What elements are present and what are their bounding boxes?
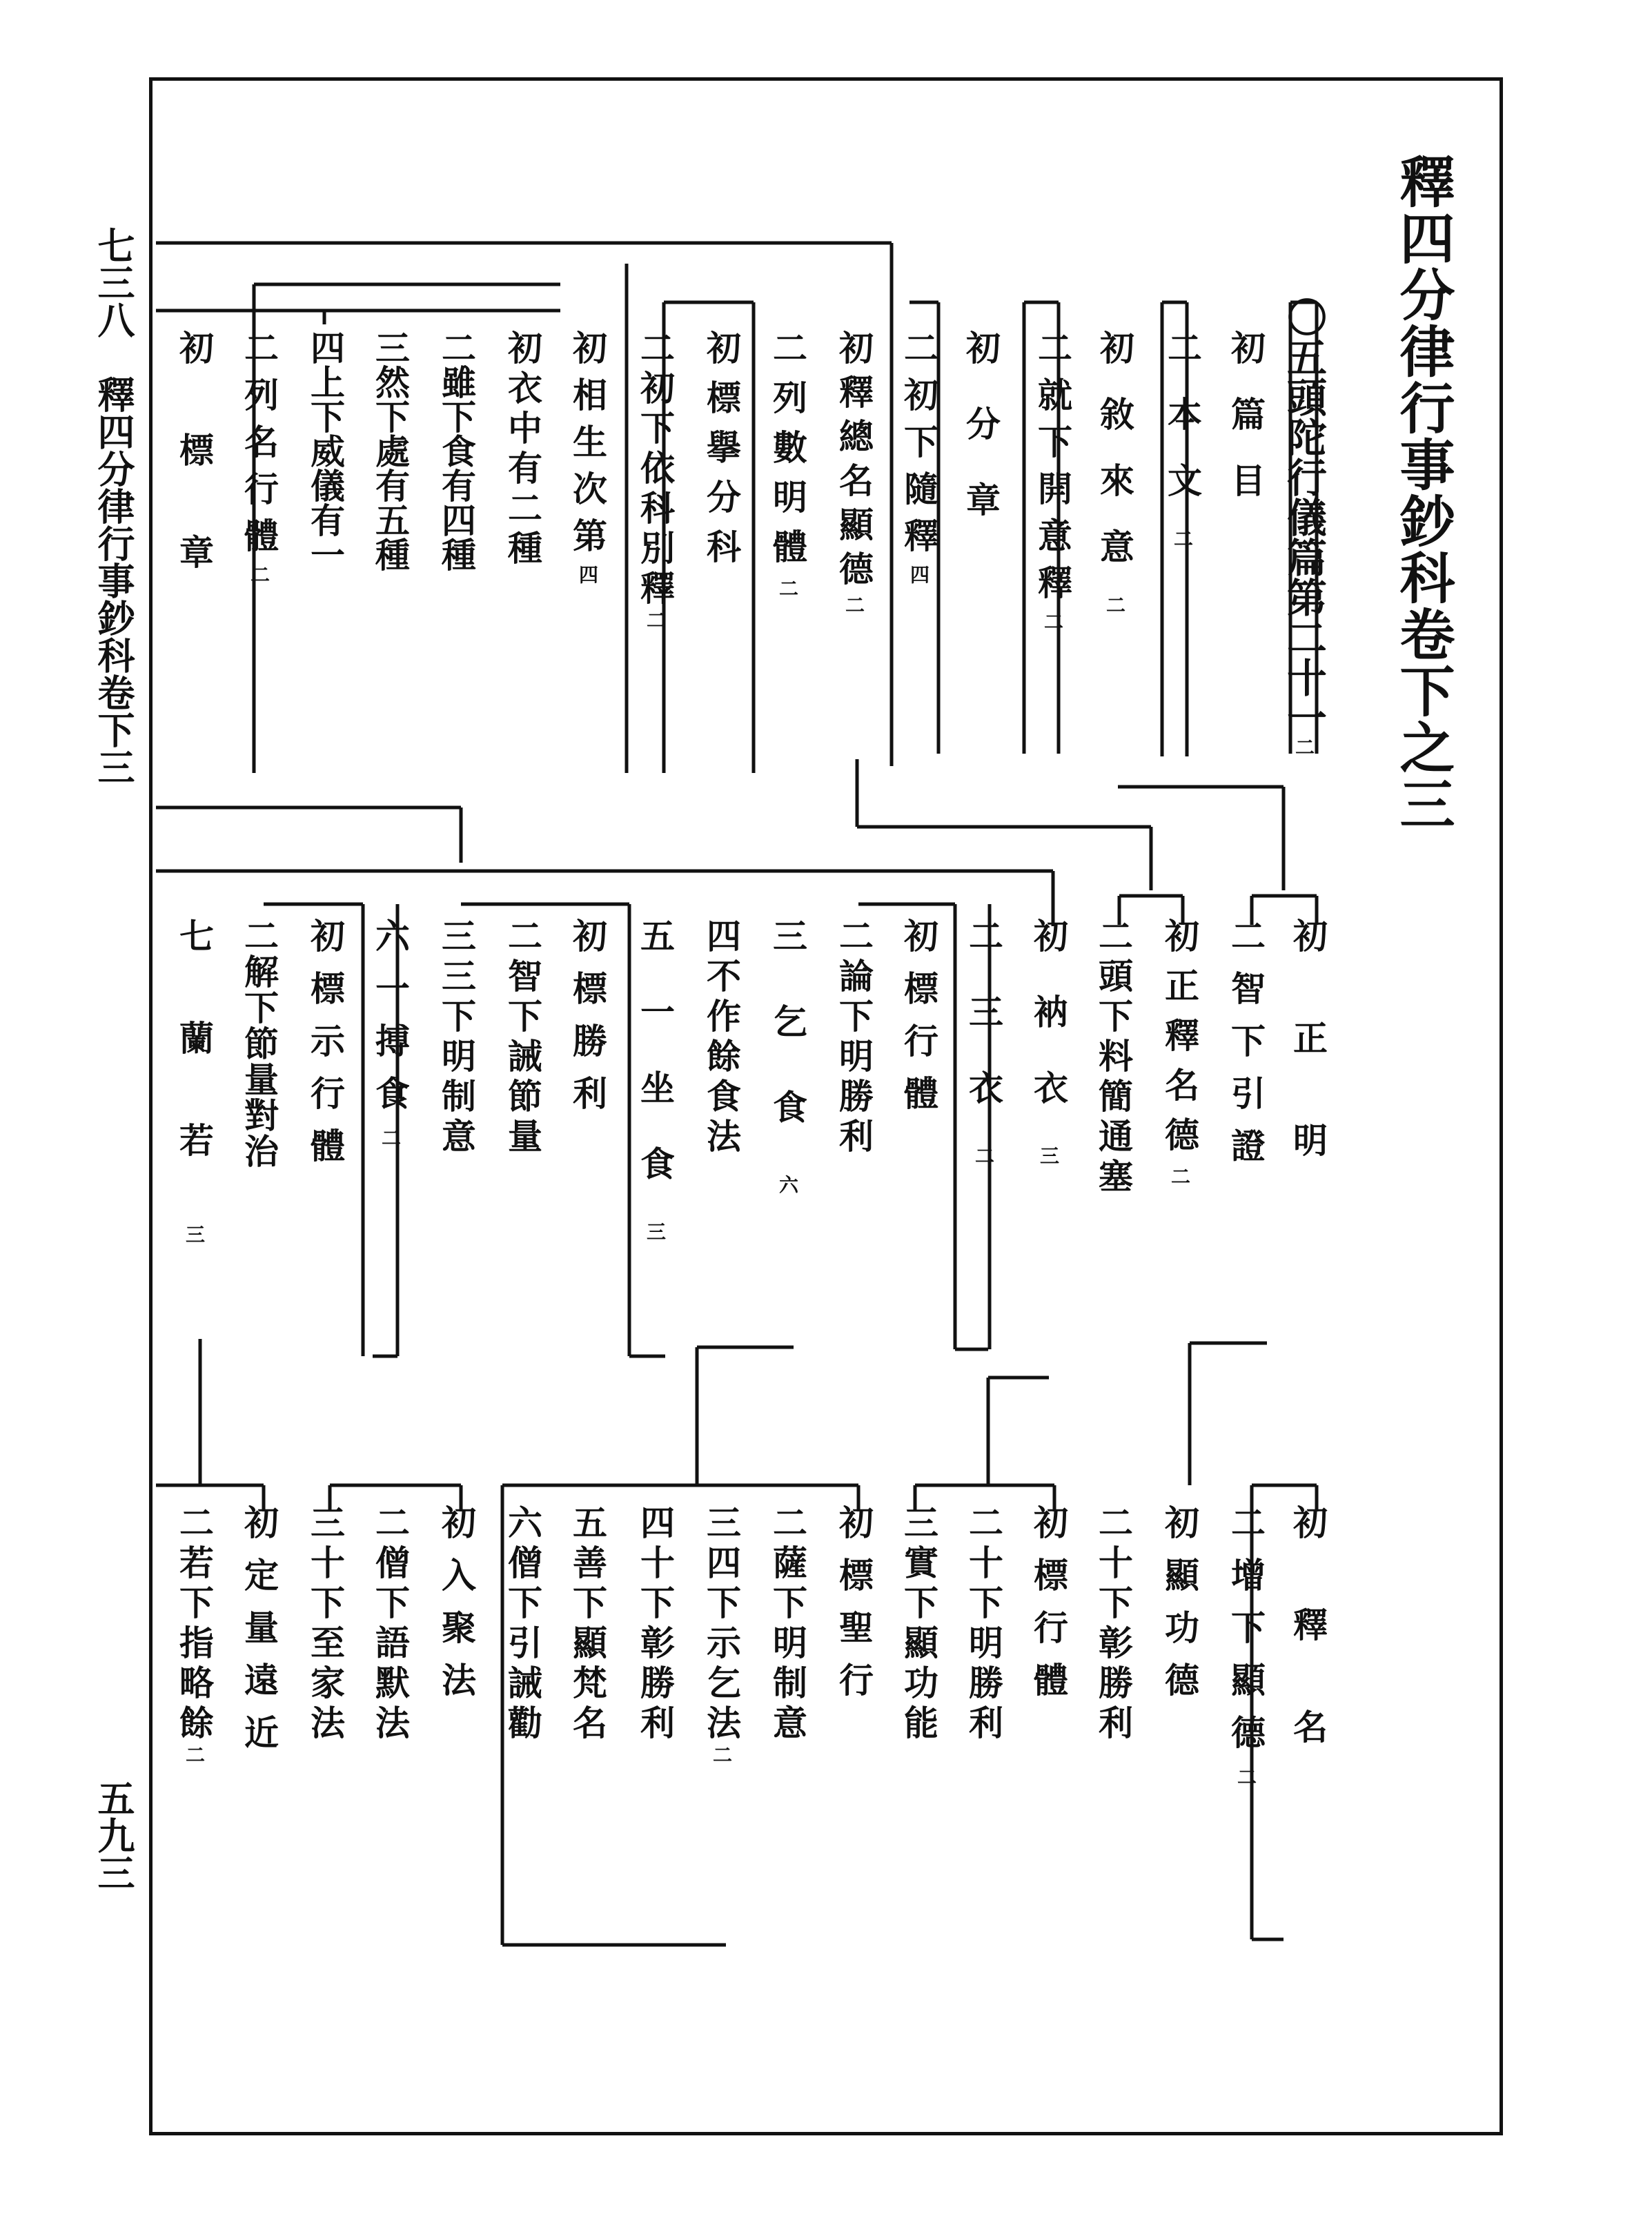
section-heading-text: 〇五頭陀行儀篇第二十一 (1280, 297, 1327, 737)
node-yituanshi: 六一搏食二 (370, 918, 411, 1147)
page-number: 五九三 (92, 1779, 136, 1891)
node-rujufa: 初入聚法 (436, 1505, 477, 1714)
node-jiexia: 二解下節量對治 (239, 918, 279, 1169)
node-yumofa: 二僧下語默法 (370, 1505, 411, 1745)
node-zhilue: 二若下指略餘二 (174, 1505, 215, 1764)
node-biaoshengxing: 初標聖行 (834, 1505, 874, 1714)
volume-title: 釋四分律行事鈔科卷下之三 (1390, 153, 1455, 832)
node-yizhong: 初衣中有二種 (502, 330, 543, 570)
node-lunxia: 二論下明勝利 (834, 918, 874, 1158)
node-zengxia: 二增下顯德二 (1226, 1505, 1266, 1786)
node-shizhong: 二雖下食有四種 (436, 330, 477, 571)
node-xiangongde: 初顯功德 (1159, 1505, 1200, 1714)
node-zhengming: 初正明 (1288, 918, 1328, 1224)
node-fanming: 五善下顯梵名 (567, 1505, 608, 1745)
node-xiangongneng: 三實下顯功能 (898, 1505, 939, 1745)
node-pianmu: 初篇目 (1226, 330, 1266, 529)
node-dingliang: 初定量遠近 (239, 1505, 279, 1767)
node-xiangsheng: 初相生次第四 (567, 330, 608, 584)
node-lieshu: 二列數明體二 (767, 330, 808, 598)
node-mingzhiyi: 三三下明制意 (436, 918, 477, 1158)
node-lanruo: 七蘭若三 (174, 918, 215, 1244)
node-zhengshiming: 初正釋名德二 (1159, 918, 1200, 1186)
node-benwen: 二本文二 (1162, 330, 1203, 548)
node-zhijiafa: 三十下至家法 (305, 1505, 346, 1745)
node-biaoju: 初標擧分科 (701, 330, 742, 578)
node-liaojian: 二頭下料簡通塞 (1093, 918, 1134, 1198)
node-nayi: 初衲衣三 (1028, 918, 1069, 1165)
node-biaoxingti-1: 初標行體 (898, 918, 939, 1128)
node-biaozhang: 初標章 (174, 330, 215, 636)
node-yike: 二初下依科別釋二 (635, 330, 676, 629)
node-yinjiequan: 六僧下引誡勸 (502, 1505, 543, 1745)
node-zhixia: 二智下引證 (1226, 918, 1266, 1180)
node-biaoxingti-2: 初標行體 (1028, 1505, 1069, 1714)
node-biaoshengli: 初標勝利 (567, 918, 608, 1128)
node-zhangshengli-1: 二十下彰勝利 (1093, 1505, 1134, 1745)
node-jiejieliang: 二智下誡節量 (502, 918, 543, 1158)
node-qishi: 三乞食六 (767, 918, 808, 1194)
node-shizongming: 初釋總名顯德二 (834, 330, 874, 614)
node-buzuo: 四不作餘食法 (701, 918, 742, 1158)
running-header: 七三八 釋四分律行事鈔科卷下三 (92, 226, 136, 785)
node-weiyi: 四上下威儀有一 (305, 330, 346, 571)
node-saxia: 二薩下明制意 (767, 1505, 808, 1745)
node-yizuoshi: 五一坐食三 (635, 918, 676, 1241)
section-heading-note: 二 (1292, 737, 1315, 756)
node-jiuxia: 二就下開意釋二 (1032, 330, 1073, 631)
node-chuzhong: 三然下處有五種 (370, 330, 411, 571)
node-shiming: 初釋名 (1288, 1505, 1328, 1811)
node-zhangshengli-2: 四十下彰勝利 (635, 1505, 676, 1745)
node-chuxia: 二初下隨釋四 (898, 330, 939, 584)
node-liemingxingti: 二列名行體二 (239, 330, 279, 584)
node-shiqifa: 三四下示乞法二 (701, 1505, 742, 1764)
node-mingshengli: 二十下明勝利 (963, 1505, 1004, 1745)
node-biaoshi: 初標示行體 (305, 918, 346, 1180)
node-xulaiyi: 初敘來意二 (1094, 330, 1135, 614)
node-fenzhang: 初分章 (961, 330, 1001, 558)
node-sanyi: 二三衣二 (963, 918, 1004, 1165)
